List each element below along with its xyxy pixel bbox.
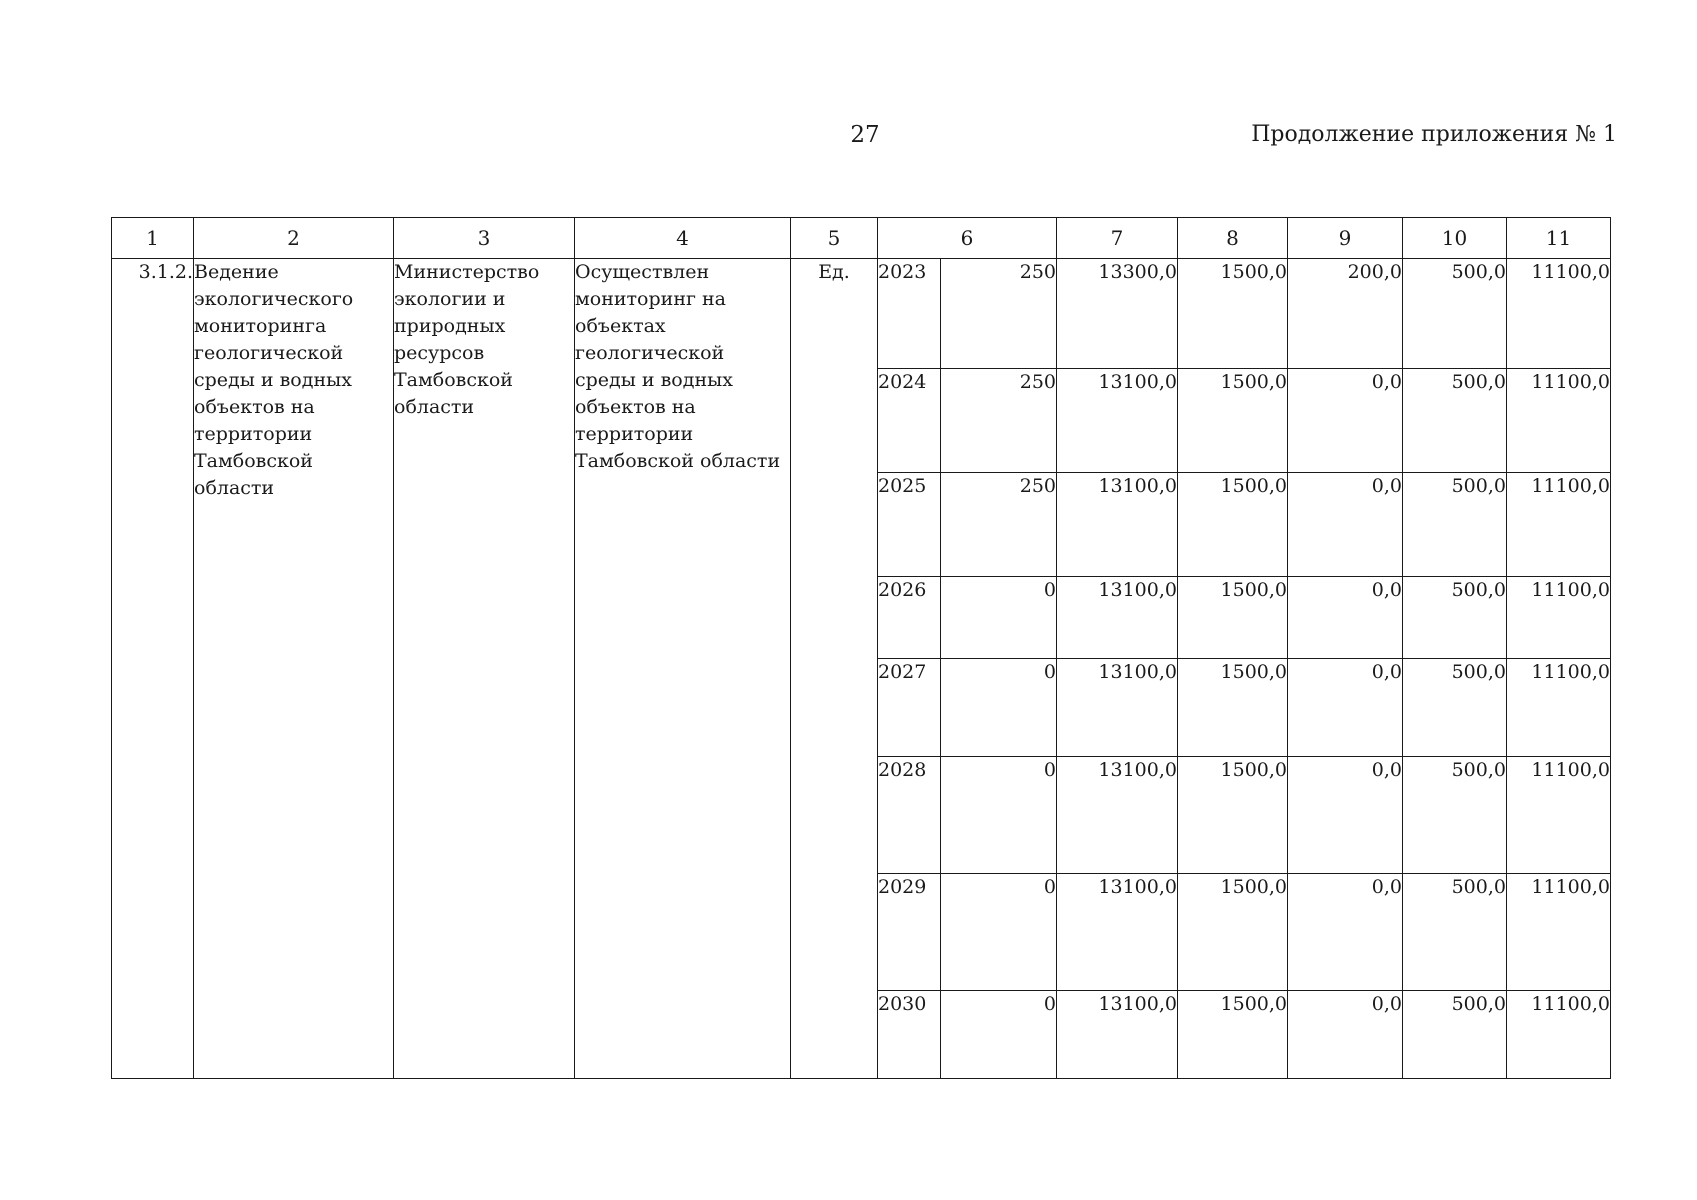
indicator-value-cell: 0 (941, 991, 1057, 1079)
indicator-value-cell: 0 (941, 757, 1057, 874)
column-11-cell: 11100,0 (1507, 991, 1611, 1079)
column-number-header: 10 (1403, 218, 1507, 259)
column-number-header: 5 (791, 218, 878, 259)
column-number-header: 1 (112, 218, 194, 259)
column-8-cell: 1500,0 (1178, 659, 1288, 757)
total-funding-cell: 13100,0 (1057, 874, 1178, 991)
column-8-cell: 1500,0 (1178, 259, 1288, 369)
column-11-cell: 11100,0 (1507, 369, 1611, 473)
total-funding-cell: 13100,0 (1057, 369, 1178, 473)
column-number-header: 8 (1178, 218, 1288, 259)
column-8-cell: 1500,0 (1178, 577, 1288, 659)
column-8-cell: 1500,0 (1178, 757, 1288, 874)
column-10-cell: 500,0 (1403, 369, 1507, 473)
total-funding-cell: 13100,0 (1057, 659, 1178, 757)
result-description-cell: Осуществлен мониторинг на объектах геологической среды и водных объектов на территории Тамбовской области (575, 259, 791, 1079)
column-11-cell: 11100,0 (1507, 473, 1611, 577)
total-funding-cell: 13100,0 (1057, 473, 1178, 577)
indicator-value-cell: 250 (941, 473, 1057, 577)
column-number-header: 11 (1507, 218, 1611, 259)
year-cell: 2029 (878, 874, 941, 991)
column-9-cell: 0,0 (1288, 659, 1403, 757)
column-10-cell: 500,0 (1403, 259, 1507, 369)
item-number-cell: 3.1.2. (112, 259, 194, 1079)
column-11-cell: 11100,0 (1507, 874, 1611, 991)
column-11-cell: 11100,0 (1507, 757, 1611, 874)
column-10-cell: 500,0 (1403, 757, 1507, 874)
total-funding-cell: 13100,0 (1057, 757, 1178, 874)
column-9-cell: 200,0 (1288, 259, 1403, 369)
indicator-value-cell: 0 (941, 874, 1057, 991)
column-10-cell: 500,0 (1403, 473, 1507, 577)
total-funding-cell: 13100,0 (1057, 577, 1178, 659)
page-number: 27 (850, 122, 880, 148)
indicator-value-cell: 250 (941, 259, 1057, 369)
year-cell: 2026 (878, 577, 941, 659)
column-9-cell: 0,0 (1288, 874, 1403, 991)
column-10-cell: 500,0 (1403, 874, 1507, 991)
column-8-cell: 1500,0 (1178, 991, 1288, 1079)
total-funding-cell: 13300,0 (1057, 259, 1178, 369)
year-cell: 2027 (878, 659, 941, 757)
column-10-cell: 500,0 (1403, 991, 1507, 1079)
column-9-cell: 0,0 (1288, 369, 1403, 473)
column-9-cell: 0,0 (1288, 757, 1403, 874)
activity-name-cell: Ведение экологического мониторинга геологической среды и водных объектов на территории Тамбовской области (194, 259, 394, 1079)
year-cell: 2028 (878, 757, 941, 874)
year-cell: 2023 (878, 259, 941, 369)
column-number-header: 9 (1288, 218, 1403, 259)
column-10-cell: 500,0 (1403, 577, 1507, 659)
column-8-cell: 1500,0 (1178, 473, 1288, 577)
column-9-cell: 0,0 (1288, 473, 1403, 577)
year-cell: 2025 (878, 473, 941, 577)
unit-cell: Ед. (791, 259, 878, 1079)
column-number-header: 7 (1057, 218, 1178, 259)
column-11-cell: 11100,0 (1507, 659, 1611, 757)
column-number-header: 2 (194, 218, 394, 259)
column-number-header: 6 (878, 218, 1057, 259)
column-10-cell: 500,0 (1403, 659, 1507, 757)
column-number-header: 3 (394, 218, 575, 259)
column-11-cell: 11100,0 (1507, 577, 1611, 659)
indicator-value-cell: 250 (941, 369, 1057, 473)
column-8-cell: 1500,0 (1178, 369, 1288, 473)
column-8-cell: 1500,0 (1178, 874, 1288, 991)
column-11-cell: 11100,0 (1507, 259, 1611, 369)
column-number-row (112, 218, 1611, 259)
column-9-cell: 0,0 (1288, 991, 1403, 1079)
executor-cell: Министерство экологии и природных ресурсов Тамбовской области (394, 259, 575, 1079)
total-funding-cell: 13100,0 (1057, 991, 1178, 1079)
year-cell: 2024 (878, 369, 941, 473)
column-9-cell: 0,0 (1288, 577, 1403, 659)
year-cell: 2030 (878, 991, 941, 1079)
indicator-value-cell: 0 (941, 659, 1057, 757)
column-number-header: 4 (575, 218, 791, 259)
table-row (112, 259, 1611, 369)
indicator-value-cell: 0 (941, 577, 1057, 659)
program-activities-table (111, 217, 1611, 1079)
appendix-continuation-label: Продолжение приложения № 1 (1251, 122, 1617, 147)
